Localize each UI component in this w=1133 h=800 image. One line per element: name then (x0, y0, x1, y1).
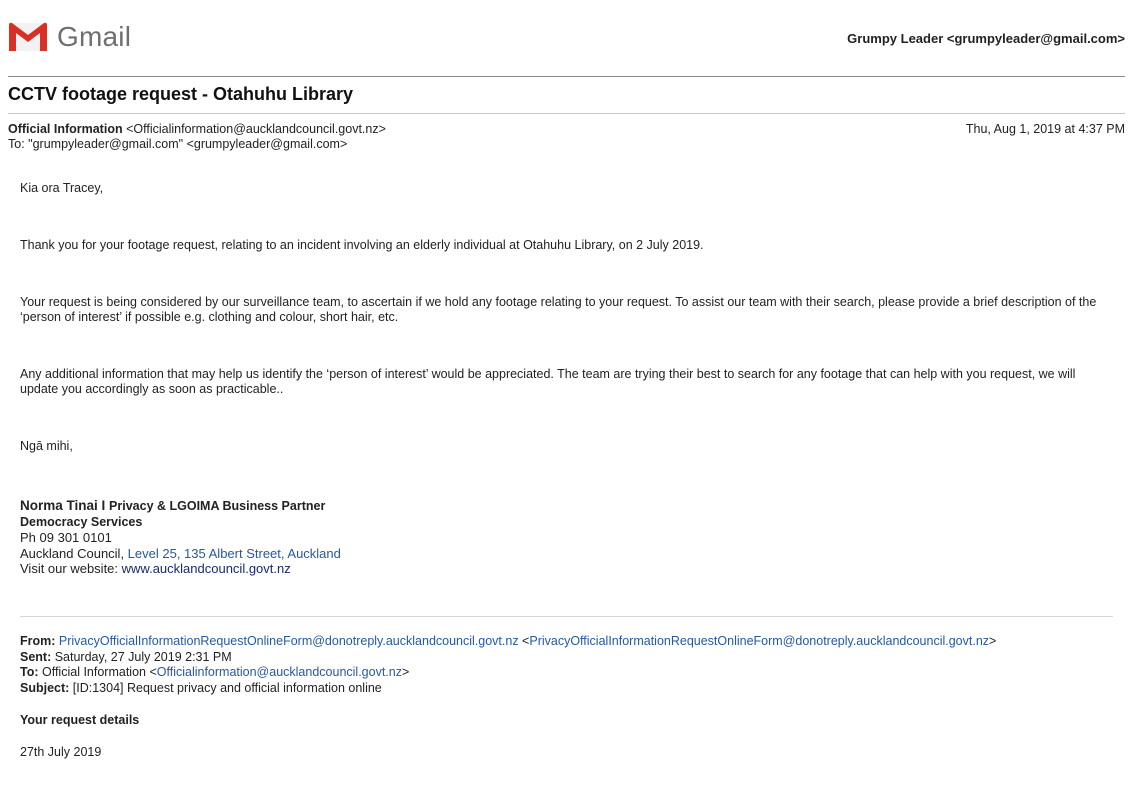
forwarded-from-link[interactable]: PrivacyOfficialInformationRequestOnlineForm@donotreply.aucklandcouncil.govt.nz (58, 634, 519, 648)
signature-title: Privacy & LGOIMA Business Partner (109, 499, 326, 513)
signature-website-line (20, 561, 341, 577)
subject-value: [ID:1304] Request privacy and official information online (69, 680, 382, 695)
signature (20, 498, 341, 577)
signature-name-line (20, 498, 341, 515)
closing: Ngā mihi, (20, 439, 73, 453)
forwarded-sent-line (20, 650, 996, 666)
sent-label: Sent: (20, 649, 52, 664)
sent-value: Saturday, 27 July 2019 2:31 PM (51, 649, 232, 664)
signature-name: Norma Tinai (20, 498, 98, 513)
subject-label: Subject: (20, 680, 70, 695)
gmail-logo (8, 22, 131, 52)
body-paragraph: Thank you for your footage request, relating to an incident involving an elderly individual at Otahuhu Library, on 2 July 2019. (20, 238, 704, 252)
body-paragraph: Your request is being considered by our surveillance team, to ascertain if we hold any footage relating to your request. To assist our team with their search, please provide a brief description of the ‘person of interest’ if possible e.g. clothing and colour, short hair, etc. (20, 295, 1097, 324)
forwarded-from-link-2[interactable]: PrivacyOfficialInformationRequestOnlineForm@donotreply.aucklandcouncil.govt.nz (529, 634, 990, 648)
signature-address-line (20, 546, 341, 562)
to-label: To: (20, 665, 39, 679)
message-header (8, 122, 1125, 152)
address-link[interactable]: Level 25, 135 Albert Street, Auckland (127, 545, 341, 561)
request-details-date: 27th July 2019 (20, 745, 102, 759)
message-date: Thu, Aug 1, 2019 at 4:37 PM (965, 122, 1125, 136)
forwarded-header (20, 634, 996, 696)
signature-phone: Ph 09 301 0101 (20, 530, 112, 545)
header (8, 18, 1125, 58)
sender-name: Official Information (8, 122, 123, 136)
signature-address-prefix: Auckland Council, (20, 545, 128, 561)
bracket: < (518, 634, 530, 648)
to-name: Official Information < (38, 665, 157, 679)
signature-department: Democracy Services (20, 514, 143, 529)
sender-email: <Officialinformation@aucklandcouncil.govt.nz> (126, 122, 386, 136)
to-line: To: "grumpyleader@gmail.com" <grumpyleader@gmail.com> (8, 137, 348, 151)
bracket: > (989, 634, 997, 648)
gmail-envelope-icon (8, 22, 48, 52)
website-link[interactable]: www.aucklandcouncil.govt.nz (121, 561, 291, 576)
greeting: Kia ora Tracey, (20, 181, 104, 195)
subject-divider (8, 113, 1125, 114)
forwarded-from-line (20, 634, 996, 650)
forwarded-to-line (20, 665, 996, 681)
bracket: > (401, 665, 410, 679)
account-identity: Grumpy Leader <grumpyleader@gmail.com> (847, 31, 1125, 46)
signature-separator: I (97, 498, 110, 513)
forwarded-to-link[interactable]: Officialinformation@aucklandcouncil.govt.nz (156, 665, 402, 679)
gmail-logo-text: Gmail (57, 21, 132, 52)
header-divider (8, 76, 1125, 77)
signature-website-prefix: Visit our website: (20, 561, 122, 576)
forwarded-subject-line (20, 681, 996, 697)
from-line (8, 122, 1125, 137)
forwarded-divider (20, 616, 1113, 617)
request-details-heading: Your request details (20, 713, 140, 727)
email-subject: CCTV footage request - Otahuhu Library (8, 84, 354, 104)
body-paragraph: Any additional information that may help us identify the ‘person of interest’ would be appreciated. The team are trying their best to search for any footage that can help with you request, we will update you accordingly as soon as practicable.. (20, 367, 1076, 396)
from-label: From: (20, 634, 56, 648)
